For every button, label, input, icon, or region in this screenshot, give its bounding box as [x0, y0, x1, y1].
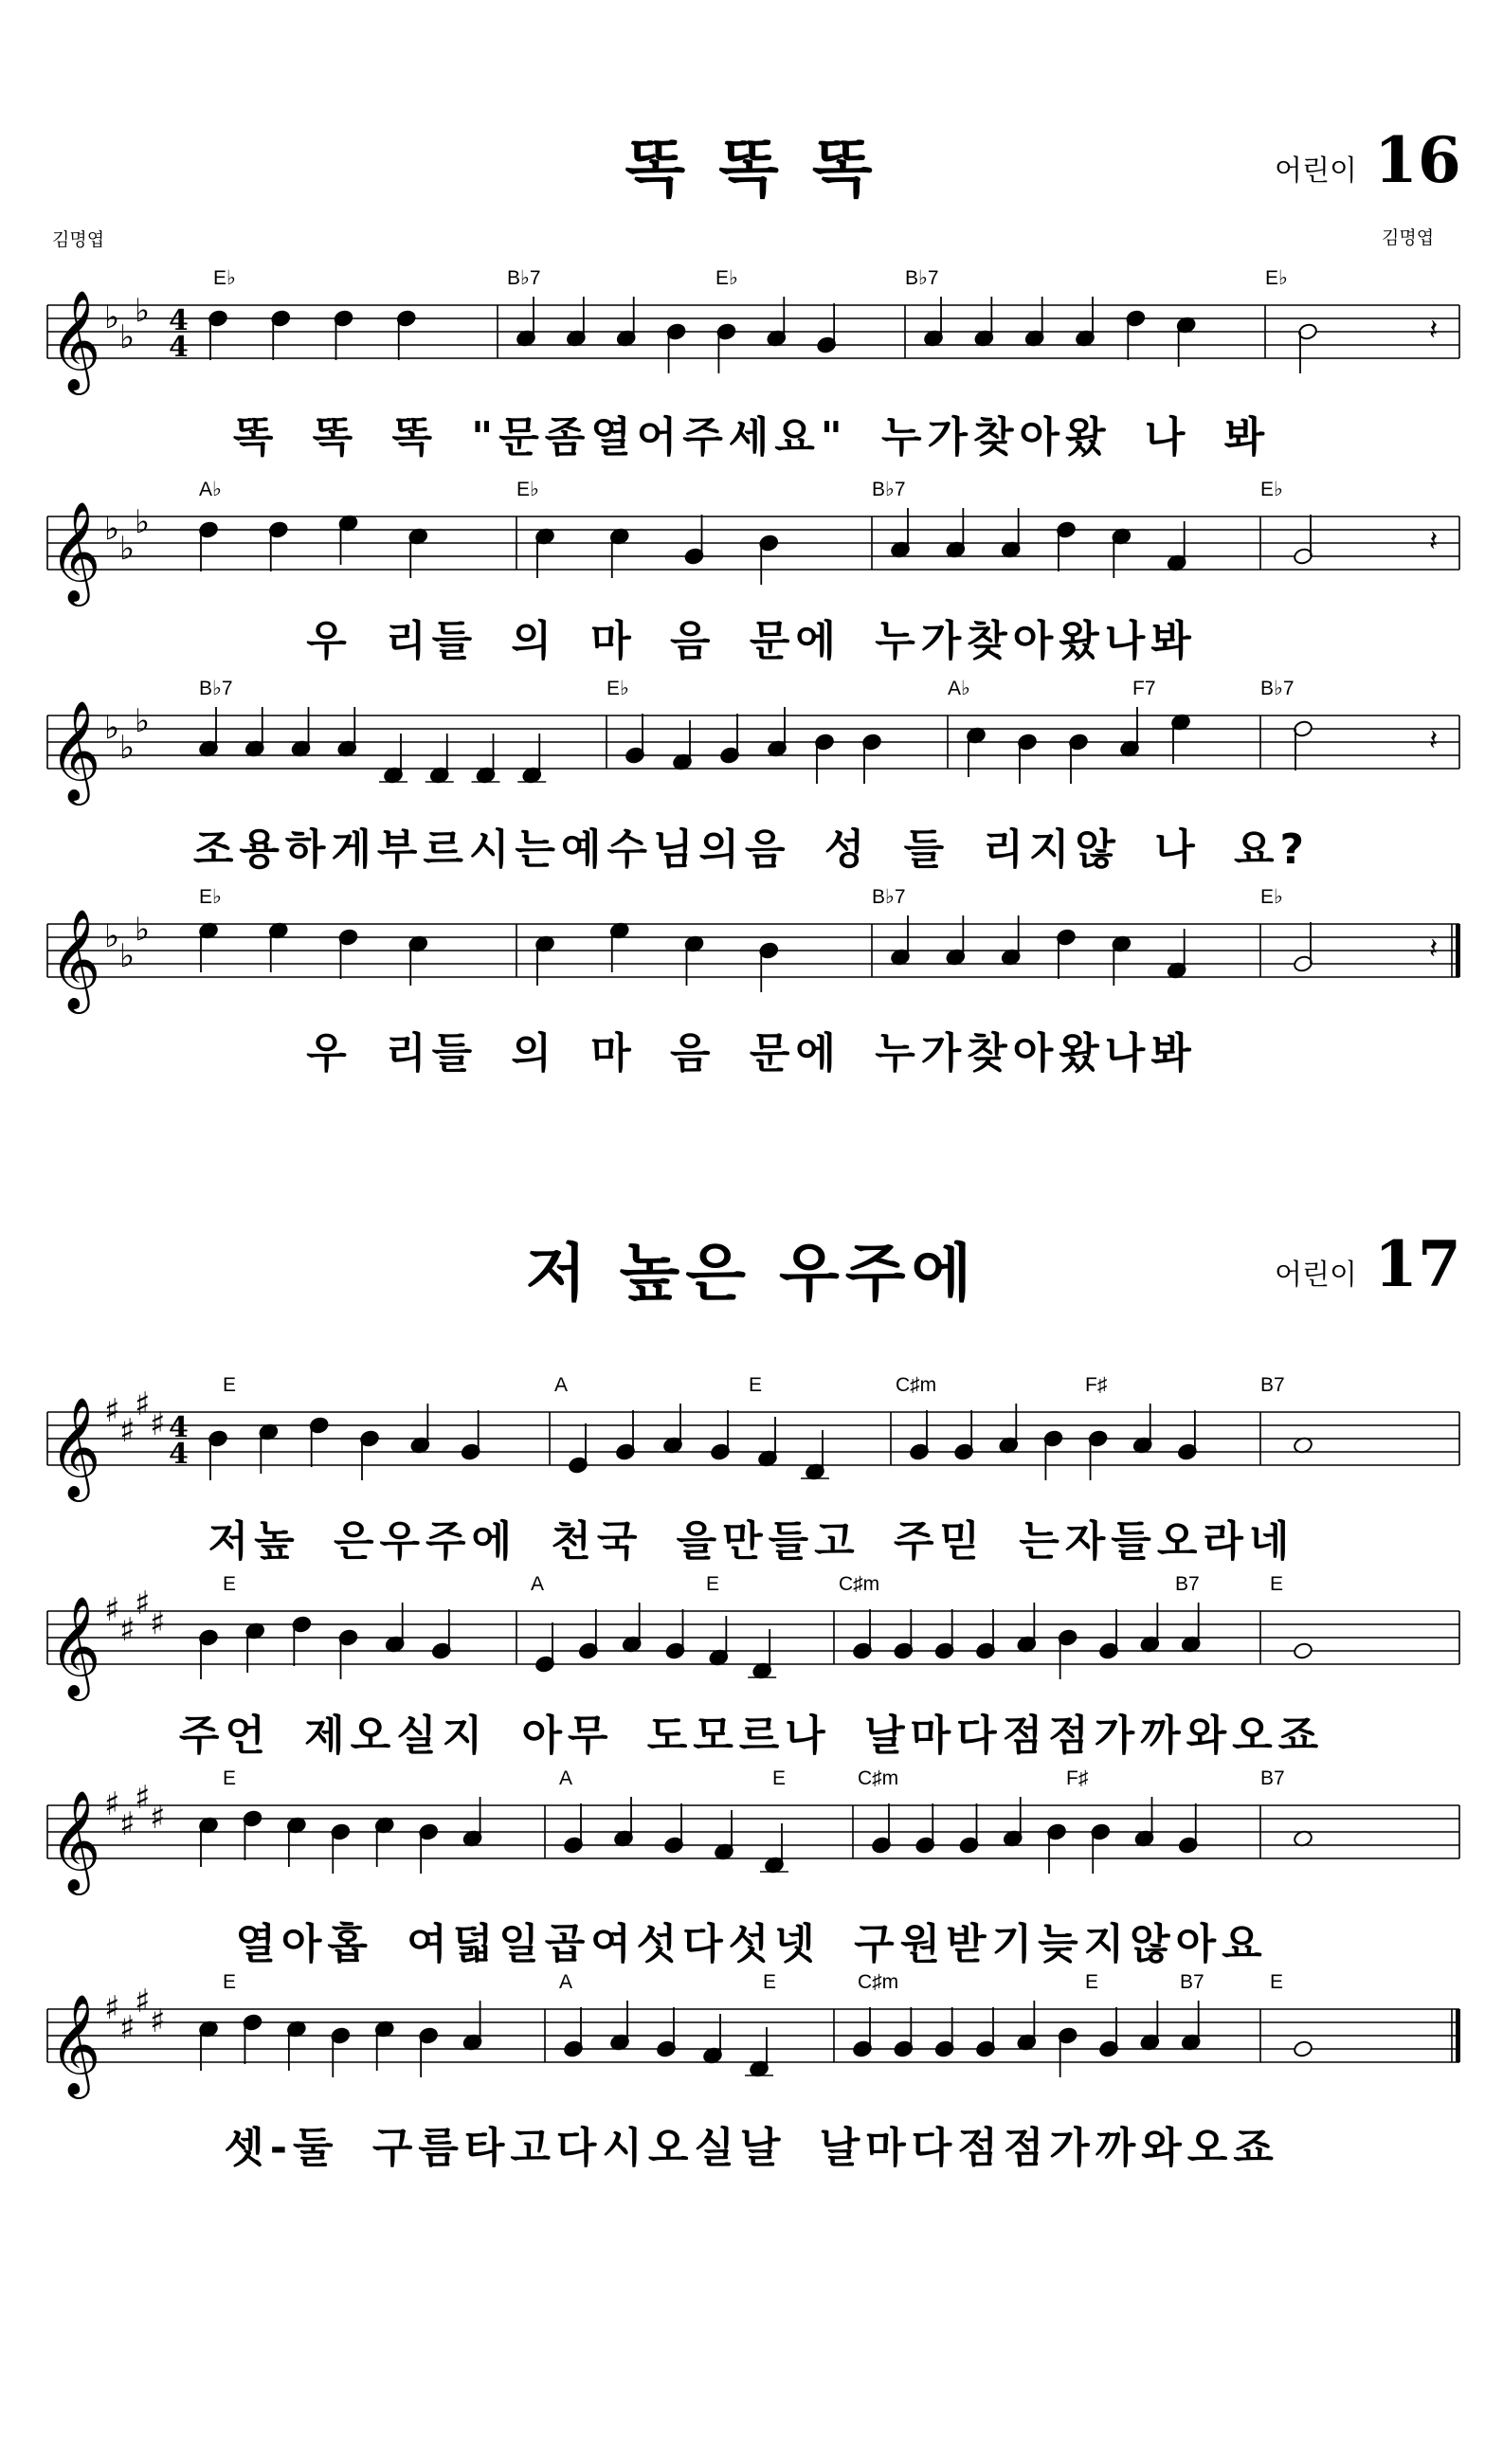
sharp-icon: ♯	[135, 1585, 151, 1622]
sharp-icon: ♯	[104, 1392, 120, 1430]
time-signature-top: 4	[169, 1411, 189, 1444]
sharp-icon: ♯	[150, 2002, 166, 2040]
chord-symbol: E	[223, 1971, 237, 1993]
staff-system	[0, 1748, 1503, 1891]
staff-svg	[0, 867, 1503, 1019]
chord-symbol: E	[772, 1767, 787, 1789]
chord-symbol: F♯	[1085, 1374, 1108, 1396]
sharp-icon: ♯	[135, 1386, 151, 1423]
time-signature-bottom: 4	[169, 1438, 189, 1471]
chord-symbol: E	[763, 1971, 777, 1993]
flat-icon: ♭	[119, 729, 136, 767]
chord-symbol: F♯	[1066, 1767, 1089, 1789]
chord-symbol: E♭	[213, 267, 236, 289]
staff-system	[0, 1355, 1503, 1497]
staff-svg	[0, 1554, 1503, 1706]
flat-icon: ♭	[104, 917, 120, 955]
time-signature-top: 4	[169, 304, 189, 337]
final-barline	[1456, 2009, 1460, 2062]
sharp-icon: ♯	[135, 1779, 151, 1817]
flat-icon: ♭	[135, 292, 151, 330]
staff-system	[0, 659, 1503, 801]
treble-clef-icon: 𝄞	[49, 1396, 101, 1497]
sharp-icon: ♯	[104, 1785, 120, 1823]
chord-symbol: B♭7	[905, 267, 939, 289]
sharp-icon: ♯	[150, 1799, 166, 1837]
chord-symbol: F7	[1132, 678, 1156, 699]
lyric-line: 조용하게부르시는예수님의음 성 들 리지않 나 요?	[192, 825, 1311, 874]
staff-svg	[0, 248, 1503, 400]
treble-clef-icon: 𝄞	[49, 1595, 101, 1696]
treble-clef-icon: 𝄞	[49, 1789, 101, 1891]
chord-symbol: A	[531, 1573, 545, 1595]
quarter-rest-icon: 𝄽	[1429, 314, 1439, 347]
sharp-icon: ♯	[104, 1989, 120, 2027]
chord-symbol: C♯m	[858, 1767, 899, 1789]
flat-icon: ♭	[119, 318, 136, 356]
song-number: 16	[1374, 123, 1461, 197]
staff-system	[0, 248, 1503, 390]
sharp-icon: ♯	[135, 1983, 151, 2020]
staff-svg	[0, 1748, 1503, 1900]
chord-symbol: A	[559, 1767, 573, 1789]
sharp-icon: ♯	[104, 1591, 120, 1629]
treble-clef-icon: 𝄞	[49, 908, 101, 1009]
lyric-line: 셋-둘 구름타고다시오실날 날마다점점가까와오죠	[224, 2124, 1279, 2172]
chord-symbol: B♭7	[872, 886, 906, 908]
chord-symbol: E♭	[1260, 479, 1283, 500]
final-barline	[1456, 924, 1460, 977]
sharp-icon: ♯	[119, 1805, 136, 1843]
chord-symbol: E♭	[1265, 267, 1288, 289]
flat-icon: ♭	[135, 503, 151, 541]
chord-symbol: E♭	[516, 479, 539, 500]
chord-symbol: E	[223, 1374, 237, 1396]
sharp-icon: ♯	[119, 2009, 136, 2047]
composer: 김명엽	[1382, 227, 1435, 248]
chord-symbol: E♭	[715, 267, 738, 289]
flat-icon: ♭	[135, 702, 151, 740]
flat-icon: ♭	[104, 299, 120, 336]
chord-symbol: E	[749, 1374, 763, 1396]
treble-clef-icon: 𝄞	[49, 699, 101, 801]
chord-symbol: B7	[1260, 1767, 1285, 1789]
sharp-icon: ♯	[119, 1412, 136, 1450]
chord-symbol: A	[559, 1971, 573, 1993]
quarter-rest-icon: 𝄽	[1429, 525, 1439, 558]
sharp-icon: ♯	[119, 1611, 136, 1649]
chord-symbol: B7	[1180, 1971, 1204, 1993]
hymnal-section-label: 어린이	[1275, 1259, 1357, 1292]
song-number: 17	[1374, 1227, 1461, 1301]
chord-symbol: E♭	[1260, 886, 1283, 908]
sharp-icon: ♯	[150, 1604, 166, 1642]
staff-system	[0, 1952, 1503, 2094]
chord-symbol: B7	[1260, 1374, 1285, 1396]
flat-icon: ♭	[119, 530, 136, 568]
chord-symbol: E	[223, 1573, 237, 1595]
lyric-line: 주언 제오실지 아무 도모르나 날마다점점가까와오죠	[178, 1712, 1325, 1760]
sharp-icon: ♯	[150, 1405, 166, 1443]
treble-clef-icon: 𝄞	[49, 500, 101, 602]
chord-symbol: E♭	[607, 678, 629, 699]
lyricist: 김명엽	[52, 229, 105, 250]
song-title: 똑 똑 똑	[625, 133, 878, 206]
chord-symbol: B♭7	[1260, 678, 1295, 699]
song-title: 저 높은 우주에	[525, 1237, 978, 1310]
chord-symbol: E	[223, 1767, 237, 1789]
staff-svg	[0, 1355, 1503, 1507]
treble-clef-icon: 𝄞	[49, 289, 101, 390]
lyric-line: 열아홉 여덟일곱여섯다섯넷 구원받기늦지않아요	[235, 1920, 1268, 1968]
chord-symbol: E	[1270, 1971, 1284, 1993]
staff-svg	[0, 460, 1503, 611]
chord-symbol: E♭	[199, 886, 222, 908]
note-head	[1293, 2039, 1313, 2057]
chord-symbol: B♭7	[199, 678, 233, 699]
note-head	[1293, 1641, 1313, 1659]
chord-symbol: C♯m	[839, 1573, 880, 1595]
flat-icon: ♭	[119, 937, 136, 975]
staff-system	[0, 867, 1503, 1009]
chord-symbol: B♭7	[872, 479, 906, 500]
lyric-line: 똑 똑 똑 "문좀열어주세요" 누가찾아왔 나 봐	[232, 413, 1271, 462]
staff-system	[0, 1554, 1503, 1696]
staff-system	[0, 460, 1503, 602]
staff-svg	[0, 1952, 1503, 2104]
chord-symbol: E	[1270, 1573, 1284, 1595]
treble-clef-icon: 𝄞	[49, 1993, 101, 2094]
staff-svg	[0, 659, 1503, 810]
flat-icon: ♭	[135, 911, 151, 949]
hymnal-section-label: 어린이	[1275, 154, 1357, 188]
quarter-rest-icon: 𝄽	[1429, 724, 1439, 757]
time-signature-bottom: 4	[169, 331, 189, 364]
chord-symbol: C♯m	[858, 1971, 899, 1993]
chord-symbol: A♭	[948, 678, 970, 699]
chord-symbol: A♭	[199, 479, 222, 500]
chord-symbol: A	[554, 1374, 569, 1396]
flat-icon: ♭	[104, 510, 120, 548]
chord-symbol: B♭7	[507, 267, 541, 289]
lyric-line: 우 리들 의 마 음 문에 누가찾아왔나봐	[306, 617, 1197, 665]
quarter-rest-icon: 𝄽	[1429, 933, 1439, 966]
chord-symbol: E	[706, 1573, 720, 1595]
lyric-line: 우 리들 의 마 음 문에 누가찾아왔나봐	[306, 1029, 1197, 1078]
lyric-line: 저높 은우주에 천국 을만들고 주믿 는자들오라네	[208, 1517, 1295, 1566]
chord-symbol: B7	[1175, 1573, 1200, 1595]
chord-symbol: C♯m	[896, 1374, 937, 1396]
chord-symbol: E	[1085, 1971, 1099, 1993]
flat-icon: ♭	[104, 709, 120, 747]
